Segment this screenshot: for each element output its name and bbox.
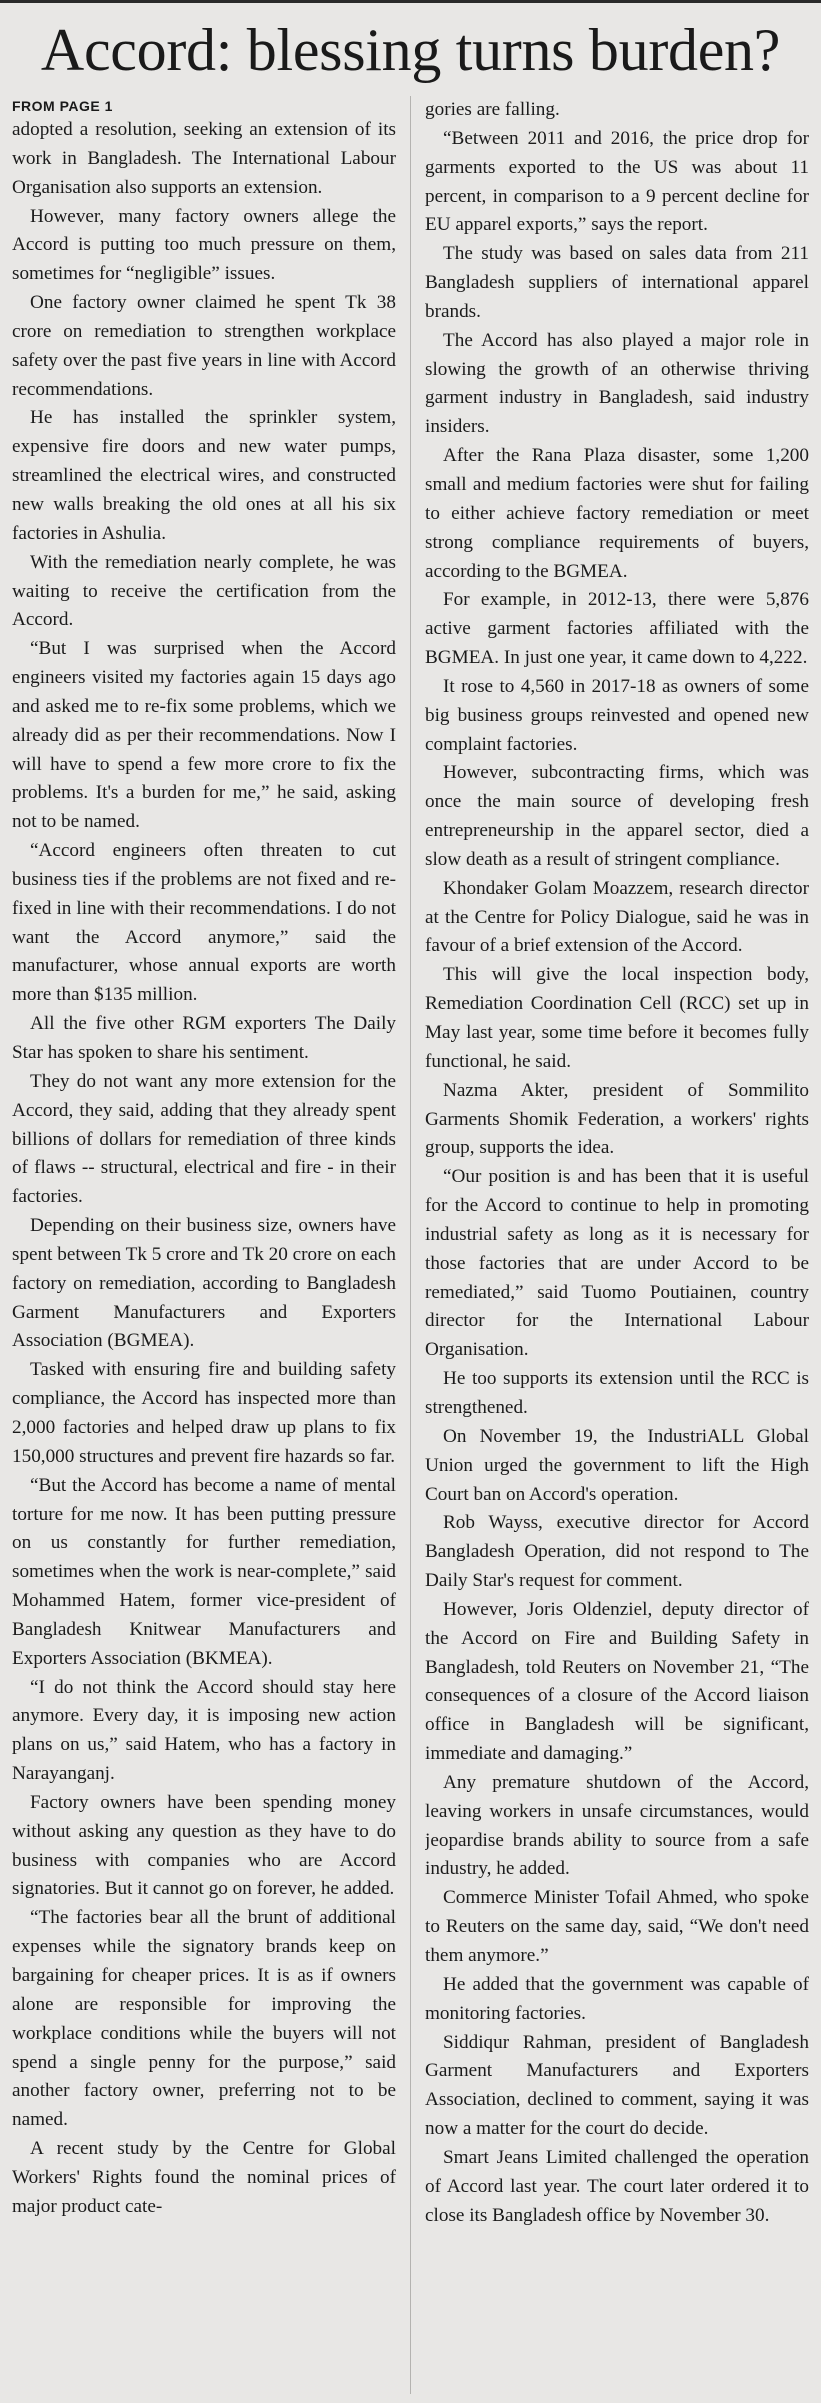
paragraph: Khondaker Golam Moazzem, research director at the Centre for Policy Dialogue, said he was in favour of a brief extension of the Accord. (425, 877, 809, 957)
column-2 (425, 96, 809, 2394)
paragraph: He too supports its extension until the RCC is strengthened. (425, 1368, 809, 1418)
paragraph: However, subcontracting firms, which was once the main source of developing fresh entrepreneurship in the apparel sector, died a slow death as a result of stringent compliance. (425, 762, 809, 870)
paragraph: The Accord has also played a major role in slowing the growth of an otherwise thriving garment industry in Bangladesh, said industry insiders. (425, 329, 809, 438)
paragraph: Any premature shutdown of the Accord, leaving workers in unsafe circumstances, would jeopardise brands ability to source from a safe industry, he added. (425, 1771, 809, 1880)
paragraph: Rob Wayss, executive director for Accord Bangladesh Operation, did not respond to The Daily Star's request for comment. (425, 1512, 809, 1592)
paragraph: Nazma Akter, president of Sommilito Garments Shomik Federation, a workers' rights group, supports the idea. (425, 1079, 809, 1159)
headline: Accord: blessing turns burden? (40, 17, 781, 83)
paragraph: He has installed the sprinkler system, expensive fire doors and new water pumps, streamlined the electrical wires, and constructed new walls breaking the old ones at all his six factories in Ashulia. (12, 407, 396, 544)
paragraph: On November 19, the IndustriALL Global Union urged the government to lift the High Court ban on Accord's operation. (425, 1425, 809, 1505)
paragraph: “Our position is and has been that it is useful for the Accord to continue to help in promoting industrial safety as long as it is necessary for those factories that are under Accord to be remediated,” said Tuomo Poutiainen, country director for the International Labour Organisation. (425, 1166, 809, 1361)
paragraph: He added that the government was capable of monitoring factories. (425, 1973, 809, 2024)
paragraph: Siddiqur Rahman, president of Bangladesh Garment Manufacturers and Exporters Association, declined to comment, saying it was now a matter for the court do decide. (425, 2031, 809, 2140)
paragraph: Depending on their business size, owners have spent between Tk 5 crore and Tk 20 crore on each factory on remediation, according to Bangladesh Garment Manufacturers and Exporters Association (BGMEA). (12, 1215, 396, 1352)
paragraph: All the five other RGM exporters The Daily Star has spoken to share his sentiment. (12, 1013, 396, 1063)
paragraph: “But the Accord has become a name of mental torture for me now. It has been putting pressure on us constantly for further remediation, sometimes when the work is near-complete,” said Mohammed Hatem, former vice-president of Bangladesh Knitwear Manufacturers and Exporters Association (BKMEA). (12, 1474, 396, 1669)
paragraph: After the Rana Plaza disaster, some 1,200 small and medium factories were shut for failing to either achieve factory remediation or meet strong compliance requirements of buyers, according to the BGMEA. (425, 445, 809, 582)
paragraph: Tasked with ensuring fire and building safety compliance, the Accord has inspected more than 2,000 factories and helped draw up plans to fix 150,000 structures and prevent fire hazards so far. (12, 1359, 396, 1467)
paragraph: “Between 2011 and 2016, the price drop for garments exported to the US was about 11 percent, in comparison to a 9 percent decline for EU apparel exports,” says the report. (425, 127, 809, 236)
paragraph: Smart Jeans Limited challenged the operation of Accord last year. The court later ordered it to close its Bangladesh office by November 30. (425, 2146, 809, 2226)
paragraph: For example, in 2012-13, there were 5,876 active garment factories affiliated with the BGMEA. In just one year, it came down to 4,222. (425, 589, 809, 669)
paragraph: However, many factory owners allege the Accord is putting too much pressure on them, sometimes for “negligible” issues. (12, 205, 396, 285)
column-divider (410, 96, 411, 2394)
paragraph: Commerce Minister Tofail Ahmed, who spoke to Reuters on the same day, said, “We don't need them anymore.” (425, 1887, 809, 1966)
paragraph: adopted a resolution, seeking an extension of its work in Bangladesh. The International Labour Organisation also supports an extension. (12, 119, 396, 198)
paragraph: The study was based on sales data from 211 Bangladesh suppliers of international apparel brands. (425, 243, 809, 322)
paragraph: “Accord engineers often threaten to cut business ties if the problems are not fixed and re-fixed in line with their recommendations. I do not want the Accord anymore,” said the manufacturer, whose annual exports are worth more than $135 million. (12, 840, 396, 1006)
paragraph: One factory owner claimed he spent Tk 38 crore on remediation to strengthen workplace safety over the past five years in line with Accord recommendations. (12, 292, 396, 400)
top-rule (0, 0, 821, 3)
paragraph: “I do not think the Accord should stay here anymore. Every day, it is imposing new action plans on us,” said Hatem, who has a factory in Narayanganj. (12, 1676, 396, 1785)
paragraph: “But I was surprised when the Accord engineers visited my factories again 15 days ago and asked me to re-fix some problems, which we already did as per their recommendations. Now I will have to spend a few more crore to fix the problems. It's a burden for me,” he said, asking not to be named. (12, 638, 396, 833)
paragraph: A recent study by the Centre for Global Workers' Rights found the nominal prices of major product cate- (12, 2138, 396, 2217)
paragraph: gories are falling. (425, 99, 560, 120)
paragraph: This will give the local inspection body, Remediation Coordination Cell (RCC) set up in May last year, some time before it becomes fully functional, he said. (425, 964, 809, 1072)
paragraph: Factory owners have been spending money without asking any question as they have to do business with companies who are Accord signatories. But it cannot go on forever, he added. (12, 1791, 396, 1900)
kicker: FROM PAGE 1 (12, 98, 113, 114)
article-body (12, 96, 809, 2394)
paragraph: However, Joris Oldenziel, deputy director of the Accord on Fire and Building Safety in Bangladesh, told Reuters on November 21, “The consequences of a closure of the Accord liaison office in Bangladesh will be significant, immediate and damaging.” (425, 1598, 809, 1765)
paragraph: They do not want any more extension for the Accord, they said, adding that they already spent billions of dollars for remediation of three kinds of flaws -- structural, electrical and fire - in their factories. (12, 1070, 396, 1208)
column-1 (12, 96, 396, 2394)
paragraph: With the remediation nearly complete, he was waiting to receive the certification from the Accord. (12, 551, 396, 631)
paragraph: It rose to 4,560 in 2017-18 as owners of some big business groups reinvested and opened new complaint factories. (425, 675, 809, 755)
paragraph: “The factories bear all the brunt of additional expenses while the signatory brands keep on bargaining for cheaper prices. It is as if owners alone are responsible for improving the workplace conditions while the buyers will not spend a single penny for the purpose,” said another factory owner, preferring not to be named. (12, 1907, 396, 2131)
